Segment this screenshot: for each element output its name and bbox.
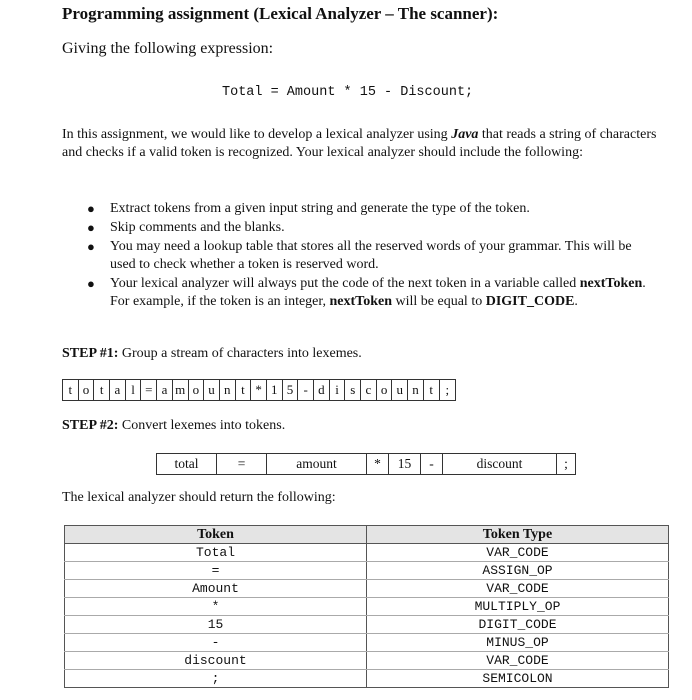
bullet-text: You may need a lookup table that stores all the reserved words of your grammar. This will be used to check whether a token is reserved word. xyxy=(110,239,632,272)
lexeme-stream xyxy=(156,453,576,475)
char-cell: s xyxy=(345,380,361,400)
table-row xyxy=(65,616,669,634)
return-line: The lexical analyzer should return the following: xyxy=(62,490,336,505)
bullet-text: will be equal to xyxy=(392,294,486,309)
bullet-text: Your lexical analyzer will always put the code of the next token in a variable called xyxy=(110,276,580,291)
char-cell: l xyxy=(126,380,142,400)
char-cell: u xyxy=(204,380,220,400)
requirements-list xyxy=(84,200,654,312)
token-type-cell: SEMICOLON xyxy=(367,670,669,688)
token-type-header: Token Type xyxy=(367,526,669,544)
step1-heading xyxy=(62,346,362,362)
table-row xyxy=(65,544,669,562)
token-cell: - xyxy=(65,634,367,652)
keyword: DIGIT_CODE xyxy=(485,294,575,309)
char-cell: a xyxy=(110,380,126,400)
char-cell: - xyxy=(298,380,314,400)
token-cell: Total xyxy=(65,544,367,562)
list-item xyxy=(84,238,654,274)
lexeme-cell: - xyxy=(421,454,443,474)
step2-label: STEP #2: xyxy=(62,418,119,433)
step2-heading xyxy=(62,418,285,434)
token-cell: discount xyxy=(65,652,367,670)
char-cell: o xyxy=(377,380,393,400)
char-cell: c xyxy=(361,380,377,400)
intro-paragraph xyxy=(62,126,662,162)
token-table xyxy=(64,525,669,688)
char-cell: o xyxy=(189,380,205,400)
lexeme-cell: amount xyxy=(267,454,367,474)
table-row xyxy=(65,652,669,670)
intro-before: In this assignment, we would like to develop a lexical analyzer using xyxy=(62,127,452,142)
table-row xyxy=(65,580,669,598)
bullet-icon: ● xyxy=(87,276,95,291)
bullet-text: Extract tokens from a given input string and generate the type of the token. xyxy=(110,201,530,216)
char-cell: n xyxy=(408,380,424,400)
token-type-cell: VAR_CODE xyxy=(367,580,669,598)
table-row xyxy=(65,670,669,688)
step1-text: Group a stream of characters into lexemes. xyxy=(118,346,362,361)
char-cell: a xyxy=(157,380,173,400)
table-row xyxy=(65,562,669,580)
lexeme-cell: 15 xyxy=(389,454,421,474)
lexeme-cell: * xyxy=(367,454,389,474)
token-cell: ; xyxy=(65,670,367,688)
assignment-title: Programming assignment (Lexical Analyzer – The scanner): xyxy=(62,4,499,23)
lexeme-cell: ; xyxy=(564,456,568,471)
char-cell: t xyxy=(63,380,79,400)
token-type-cell: ASSIGN_OP xyxy=(367,562,669,580)
token-type-cell: MULTIPLY_OP xyxy=(367,598,669,616)
token-header: Token xyxy=(65,526,367,544)
lexeme-cell: = xyxy=(217,454,267,474)
bullet-text: . For example, if the token is an integer, xyxy=(110,276,646,309)
char-cell: 1 xyxy=(267,380,283,400)
char-cell: ; xyxy=(445,382,450,397)
step2-text: Convert lexemes into tokens. xyxy=(118,418,286,433)
list-item xyxy=(84,219,654,237)
expression: Total = Amount * 15 - Discount; xyxy=(222,85,474,100)
list-item xyxy=(84,200,654,218)
bullet-text: . xyxy=(574,294,578,309)
char-cell: t xyxy=(236,380,252,400)
table-row xyxy=(65,598,669,616)
char-cell: 5 xyxy=(283,380,299,400)
char-cell: d xyxy=(314,380,330,400)
keyword: nextToken xyxy=(329,294,393,309)
keyword: nextToken xyxy=(579,276,643,291)
char-cell: t xyxy=(424,380,440,400)
token-type-cell: DIGIT_CODE xyxy=(367,616,669,634)
token-cell: * xyxy=(65,598,367,616)
lexeme-cell: total xyxy=(157,454,217,474)
character-stream xyxy=(62,379,456,401)
token-type-cell: VAR_CODE xyxy=(367,544,669,562)
char-cell: t xyxy=(94,380,110,400)
lexeme-cell: discount xyxy=(443,454,557,474)
token-cell: = xyxy=(65,562,367,580)
list-item xyxy=(84,275,654,311)
step1-label: STEP #1: xyxy=(62,346,119,361)
giving-line: Giving the following expression: xyxy=(62,40,274,57)
char-cell: * xyxy=(251,380,267,400)
char-cell: u xyxy=(392,380,408,400)
char-cell: = xyxy=(141,380,157,400)
table-header-row xyxy=(65,526,669,544)
intro-language: Java xyxy=(451,127,479,142)
bullet-icon: ● xyxy=(87,239,95,254)
token-cell: Amount xyxy=(65,580,367,598)
char-cell: m xyxy=(173,380,189,400)
bullet-icon: ● xyxy=(87,201,95,216)
char-cell: o xyxy=(79,380,95,400)
bullet-text: Skip comments and the blanks. xyxy=(110,220,285,235)
table-row xyxy=(65,634,669,652)
token-type-cell: MINUS_OP xyxy=(367,634,669,652)
token-cell: 15 xyxy=(65,616,367,634)
bullet-icon: ● xyxy=(87,220,95,235)
intro-after: that reads a string of characters and checks if a valid token is recognized. Your lexical analyzer should include the following: xyxy=(62,127,657,160)
token-type-cell: VAR_CODE xyxy=(367,652,669,670)
char-cell: i xyxy=(330,380,346,400)
char-cell: n xyxy=(220,380,236,400)
